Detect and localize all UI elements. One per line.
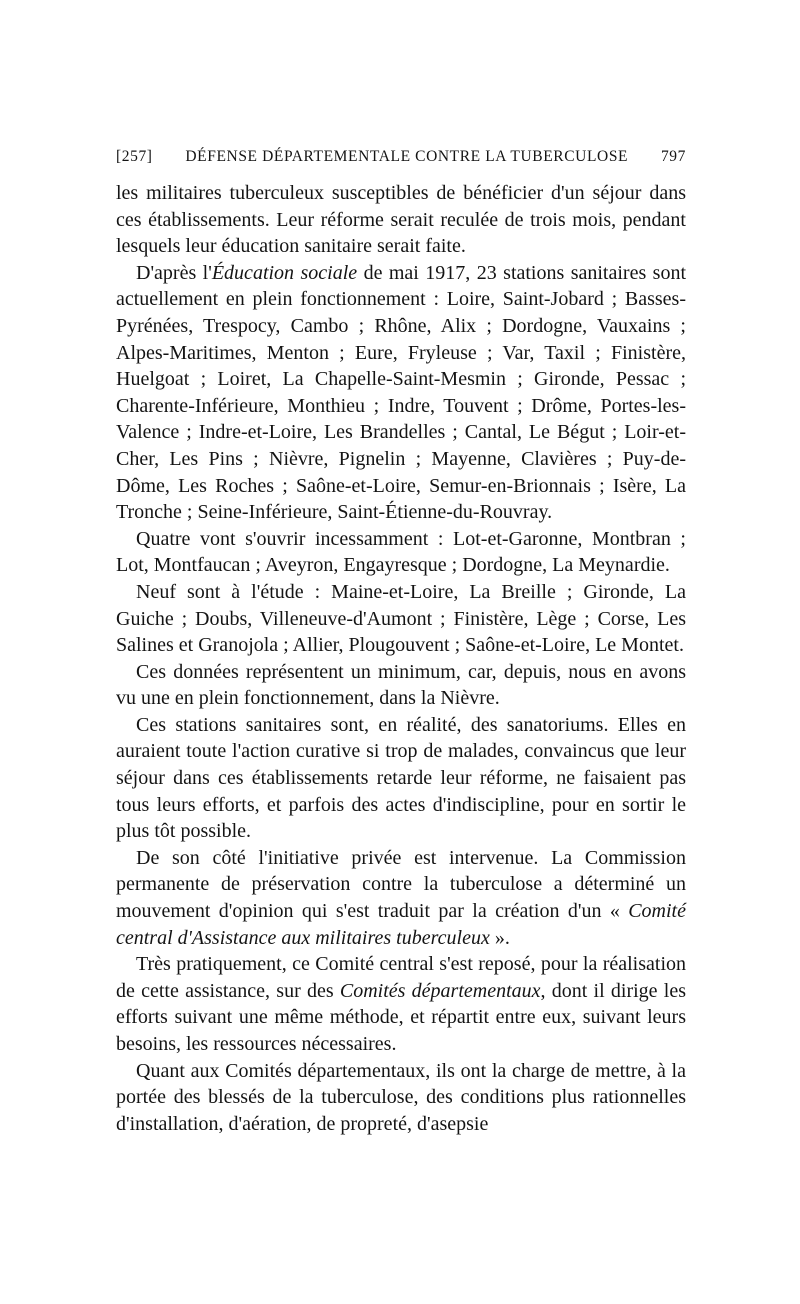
paragraph <box>116 712 686 845</box>
paragraph <box>116 260 686 526</box>
text-run: Neuf sont à l'étude : Maine-et-Loire, La Breille ; Gironde, La Guiche ; Doubs, Villeneuve-d'Aumont ; Finistère, Lège ; Corse, Les Salines et Granojola ; Allier, Plougouvent ; Saône-et-Loire, Le Montet. <box>116 580 686 657</box>
book-page <box>116 148 686 1137</box>
paragraph <box>116 1058 686 1138</box>
text-run: Ces stations sanitaires sont, en réalité, des sanatoriums. Elles en auraient toute l'action curative si trop de malades, convaincus que leur séjour dans ces établissements retarde leur réforme, ne faisaient pas tous leurs efforts, et parfois des actes d'indiscipline, pour en sortir le plus tôt possible. <box>116 713 686 843</box>
text-run: les militaires tuberculeux susceptibles de bénéficier d'un séjour dans ces établissements. Leur réforme serait reculée de trois mois, pendant lesquels leur éducation sanitaire serait faite. <box>116 182 686 258</box>
paragraph <box>116 951 686 1057</box>
running-header <box>116 148 686 166</box>
section-number: [257] <box>116 148 153 165</box>
text-run: de mai 1917, 23 stations sanitaires sont actuellement en plein fonctionnement : Loire, Saint-Jobard ; Basses-Pyrénées, Trespocy, Cambo ; Rhône, Alix ; Dordogne, Vauxains ; Alpes-Maritimes, Menton ; Eure, Fryleuse ; Var, Taxil ; Finistère, Huelgoat ; Loiret, La Chapelle-Saint-Mesmin ; Gironde, Pessac ; Charente-Inférieure, Monthieu ; Indre, Touvent ; Drôme, Portes-les-Valence ; Indre-et-Loire, Les Brandelles ; Cantal, Le Bégut ; Loir-et-Cher, Les Pins ; Nièvre, Pignelin ; Mayenne, Clavières ; Puy-de-Dôme, Les Roches ; Saône-et-Loire, Semur-en-Brionnais ; Isère, La Tronche ; Seine-Inférieure, Saint-Étienne-du-Rouvray. <box>116 261 687 524</box>
italic-text: Comité central d'Assistance aux militaires tuberculeux <box>116 900 686 949</box>
running-title: DÉFENSE DÉPARTEMENTALE CONTRE LA TUBERCULOSE <box>185 148 629 165</box>
paragraph <box>116 659 686 712</box>
text-run: Ces données représentent un minimum, car, depuis, nous en avons vu une en plein fonctionnement, dans la Nièvre. <box>116 660 686 710</box>
text-run: De son côté l'initiative privée est intervenue. La Commission permanente de préservation contre la tuberculose a déterminé un mouvement d'opinion qui s'est traduit par la création d'un « <box>116 846 686 923</box>
paragraph <box>116 526 686 579</box>
body-text <box>116 180 686 1137</box>
text-run: , dont il dirige les efforts suivant une même méthode, et répartit entre eux, suivant leurs besoins, les ressources nécessaires. <box>116 979 686 1055</box>
italic-text: Comités départementaux <box>339 979 541 1002</box>
italic-text: Éducation sociale <box>211 261 358 284</box>
text-run: D'après l' <box>136 261 212 284</box>
text-run: Quant aux Comités départementaux, ils ont la charge de mettre, à la portée des blessés de la tuberculose, des conditions plus rationnelles d'installation, d'aération, de propreté, d'asepsie <box>116 1059 686 1135</box>
text-run: Quatre vont s'ouvrir incessamment : Lot-et-Garonne, Montbran ; Lot, Montfaucan ; Aveyron, Engayresque ; Dordogne, La Meynardie. <box>116 527 686 577</box>
page-number: 797 <box>660 148 686 165</box>
paragraph <box>116 845 686 951</box>
paragraph <box>116 180 686 260</box>
paragraph <box>116 579 686 659</box>
text-run: ». <box>489 926 510 949</box>
text-run: Très pratiquement, ce Comité central s'est reposé, pour la réalisation de cette assistance, sur des <box>116 953 686 1002</box>
